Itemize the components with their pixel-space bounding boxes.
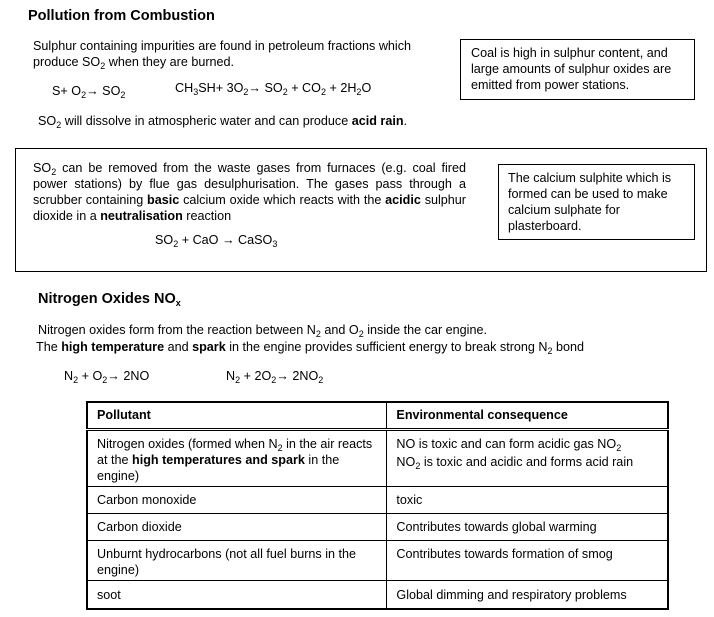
table-cell-consequence: Contributes towards formation of smog xyxy=(387,541,668,581)
table-row xyxy=(87,541,668,581)
table-row xyxy=(87,487,668,514)
section-title-combustion: Pollution from Combustion xyxy=(28,8,215,24)
section-title-nitrogen-oxides: Nitrogen Oxides $NO_x$ xyxy=(38,291,181,308)
equation-nitrogen-dioxide: $N_2 + 2O_2\to 2NO_2$ xyxy=(226,369,324,385)
table-row xyxy=(87,581,668,610)
coal-sulphur-note: Coal is high in sulphur content, and large amounts of sulphur oxides are emitted from power stations. xyxy=(460,39,695,100)
equation-nitrogen-monoxide: $N_2 + O_2\to 2NO$ xyxy=(64,369,150,385)
equation-sulphur-burn: $S+ O_2\to SO_2$ xyxy=(52,84,126,100)
nitrogen-oxides-line-2: The high temperature and spark in the engine provides sufficient energy to break strong $N_2$ bond xyxy=(36,340,585,356)
table-cell-pollutant: Unburnt hydrocarbons (not all fuel burns in the engine) xyxy=(87,541,387,581)
equation-calcium-sulphite: $SO_2$ + CaO → CaSO$_3$ xyxy=(155,233,278,249)
table-cell-pollutant: Carbon dioxide xyxy=(87,514,387,541)
acid-rain-line: $SO_2$ will dissolve in atmospheric water and can produce acid rain. xyxy=(38,114,408,130)
sulphur-paragraph: Sulphur containing impurities are found in petroleum fractions which produce $SO_2$ when they are burned. xyxy=(33,39,412,71)
table-header-pollutant: Pollutant xyxy=(87,402,387,430)
table-cell-consequence: Contributes towards global warming xyxy=(387,514,668,541)
pollutants-table xyxy=(86,401,669,610)
table-cell-pollutant: Carbon monoxide xyxy=(87,487,387,514)
table-header-row xyxy=(87,402,668,430)
calcium-sulphite-note: The calcium sulphite which is formed can be used to make calcium sulphate for plasterboard. xyxy=(498,164,695,240)
table-cell-consequence: NO is toxic and can form acidic gas $NO_2$ $NO_2$ is toxic and acidic and forms acid rain xyxy=(387,430,668,487)
nitrogen-oxides-line-1: Nitrogen oxides form from the reaction between $N_2$ and $O_2$ inside the car engine. xyxy=(38,323,487,339)
table-row xyxy=(87,514,668,541)
table-cell-pollutant: Nitrogen oxides (formed when $N_2$ in the air reacts at the high temperatures and spark in the engine) xyxy=(87,430,387,487)
table-header-consequence: Environmental consequence xyxy=(387,402,668,430)
table-cell-consequence: toxic xyxy=(387,487,668,514)
equation-methanethiol-burn: $CH_3SH+ 3O_2\to SO_2 + CO_2 + 2H_2O$ xyxy=(175,81,372,97)
table-cell-pollutant: soot xyxy=(87,581,387,610)
flue-gas-paragraph: $SO_2$ can be removed from the waste gases from furnaces (e.g. coal fired power stations) by flue gas desulphurisation. The gases pass through a scrubber containing basic calcium oxide which reacts with the acidic sulphur dioxide in a neutralisation reaction xyxy=(33,161,466,223)
table-row xyxy=(87,430,668,487)
table-cell-consequence: Global dimming and respiratory problems xyxy=(387,581,668,610)
